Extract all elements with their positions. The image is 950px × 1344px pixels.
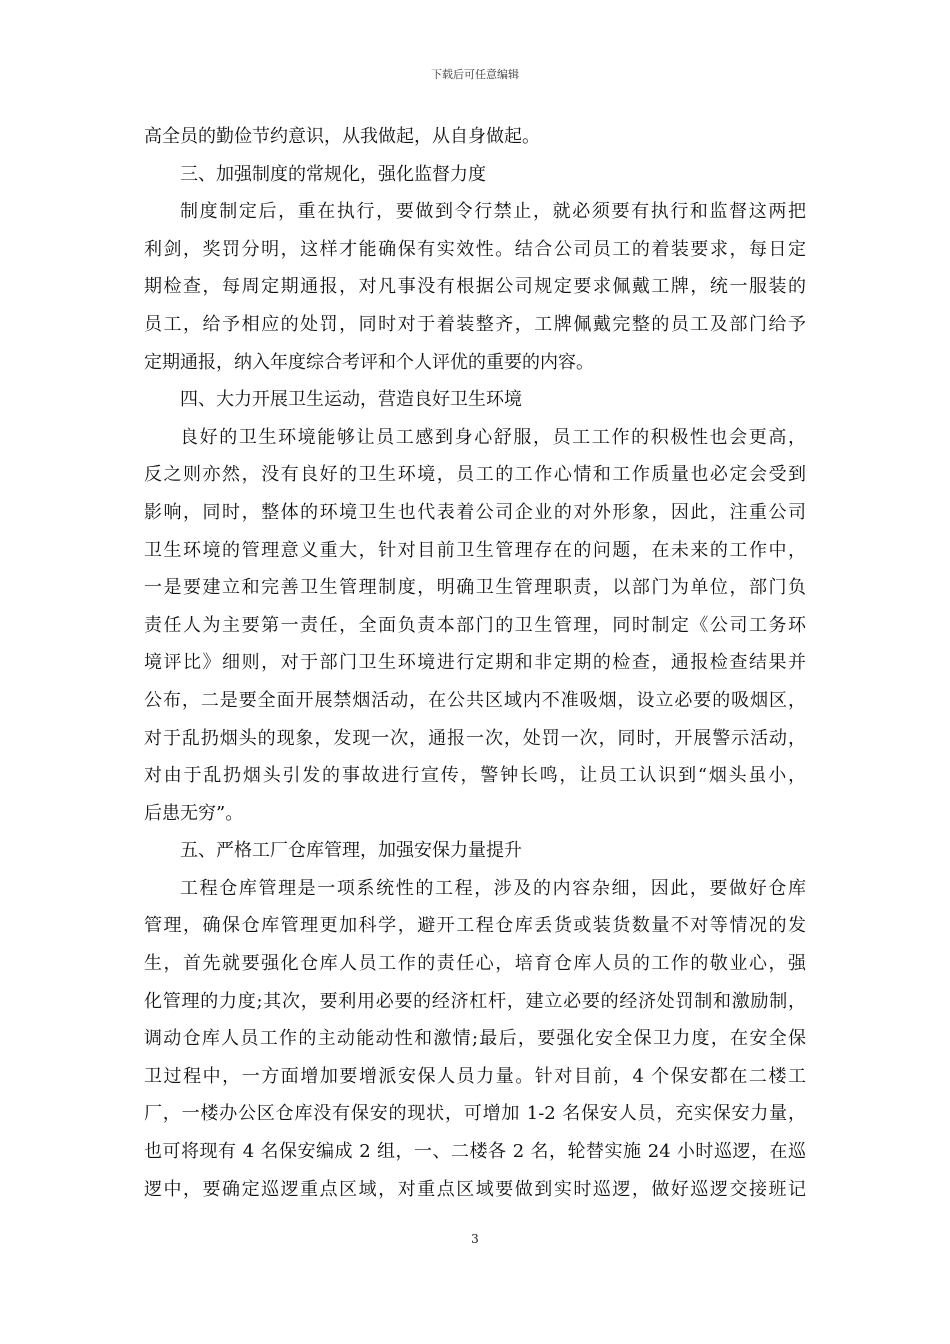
text-line: 公布，二是要全面开展禁烟活动，在公共区域内不准吸烟，设立必要的吸烟区， [144,689,806,711]
text-line: 生，首先就要强化仓库人员工作的责任心，培育仓库人员的工作的敬业心，强 [144,953,806,975]
text-line: 也可将现有 4 名保安编成 2 组，一、二楼各 2 名，轮替实施 24 小时巡逻，在巡 [144,1141,806,1163]
text-line: 期检查，每周定期通报，对凡事没有根据公司规定要求佩戴工牌，统一服装的 [144,276,806,298]
text-line: 反之则亦然，没有良好的卫生环境，员工的工作心情和工作质量也必定会受到 [144,464,806,486]
text-line: 工程仓库管理是一项系统性的工程，涉及的内容杂细，因此，要做好仓库 [180,877,806,899]
text-line: 管理，确保仓库管理更加科学，避开工程仓库丢货或装货数量不对等情况的发 [144,915,806,937]
document-body [144,118,806,1208]
text-line: 四、大力开展卫生运动，营造良好卫生环境 [180,389,522,411]
text-line: 卫过程中，一方面增加要增派安保人员力量。针对目前，4 个保安都在二楼工 [144,1065,806,1087]
text-line: 五、严格工厂仓库管理，加强安保力量提升 [180,840,522,862]
text-line: 对于乱扔烟头的现象，发现一次，通报一次，处罚一次，同时，开展警示活动， [144,727,806,749]
page-number: 3 [471,1232,479,1246]
page-header: 下载后可任意编辑 [431,68,519,81]
text-line: 高全员的勤俭节约意识，从我做起，从自身做起。 [144,126,540,147]
text-line: 责任人为主要第一责任，全面负责本部门的卫生管理，同时制定《公司工务环 [144,614,806,636]
text-line: 化管理的力度;其次，要利用必要的经济杠杆，建立必要的经济处罚制和激励制， [144,990,806,1012]
text-line: 制度制定后，重在执行，要做到令行禁止，就必须要有执行和监督这两把 [180,201,806,223]
text-line: 调动仓库人员工作的主动能动性和激情;最后，要强化安全保卫力度，在安全保 [144,1028,806,1050]
text-line: 员工，给予相应的处罚，同时对于着装整齐，工牌佩戴完整的员工及部门给予 [144,313,806,335]
text-line: 厂，一楼办公区仓库没有保安的现状，可增加 1-2 名保安人员，充实保安力量， [144,1103,806,1125]
text-line: 影响，同时，整体的环境卫生也代表着公司企业的对外形象，因此，注重公司 [144,501,806,523]
text-line: 后患无穷”。 [144,802,244,824]
text-line: 三、加强制度的常规化，强化监督力度 [180,163,486,185]
text-line: 境评比》细则，对于部门卫生环境进行定期和非定期的检查，通报检查结果并 [144,652,806,674]
text-line: 一是要建立和完善卫生管理制度，明确卫生管理职责，以部门为单位，部门负 [144,577,806,599]
text-line: 良好的卫生环境能够让员工感到身心舒服，员工工作的积极性也会更高， [180,426,806,448]
text-line: 逻中，要确定巡逻重点区域，对重点区域要做到实时巡逻，做好巡逻交接班记 [144,1178,806,1200]
text-line: 对由于乱扔烟头引发的事故进行宣传，警钟长鸣，让员工认识到“烟头虽小， [144,765,806,787]
text-line: 定期通报，纳入年度综合考评和个人评优的重要的内容。 [144,351,594,373]
text-line: 卫生环境的管理意义重大，针对目前卫生管理存在的问题，在未来的工作中， [144,539,806,561]
text-line: 利剑，奖罚分明，这样才能确保有实效性。结合公司员工的着装要求，每日定 [144,238,806,260]
